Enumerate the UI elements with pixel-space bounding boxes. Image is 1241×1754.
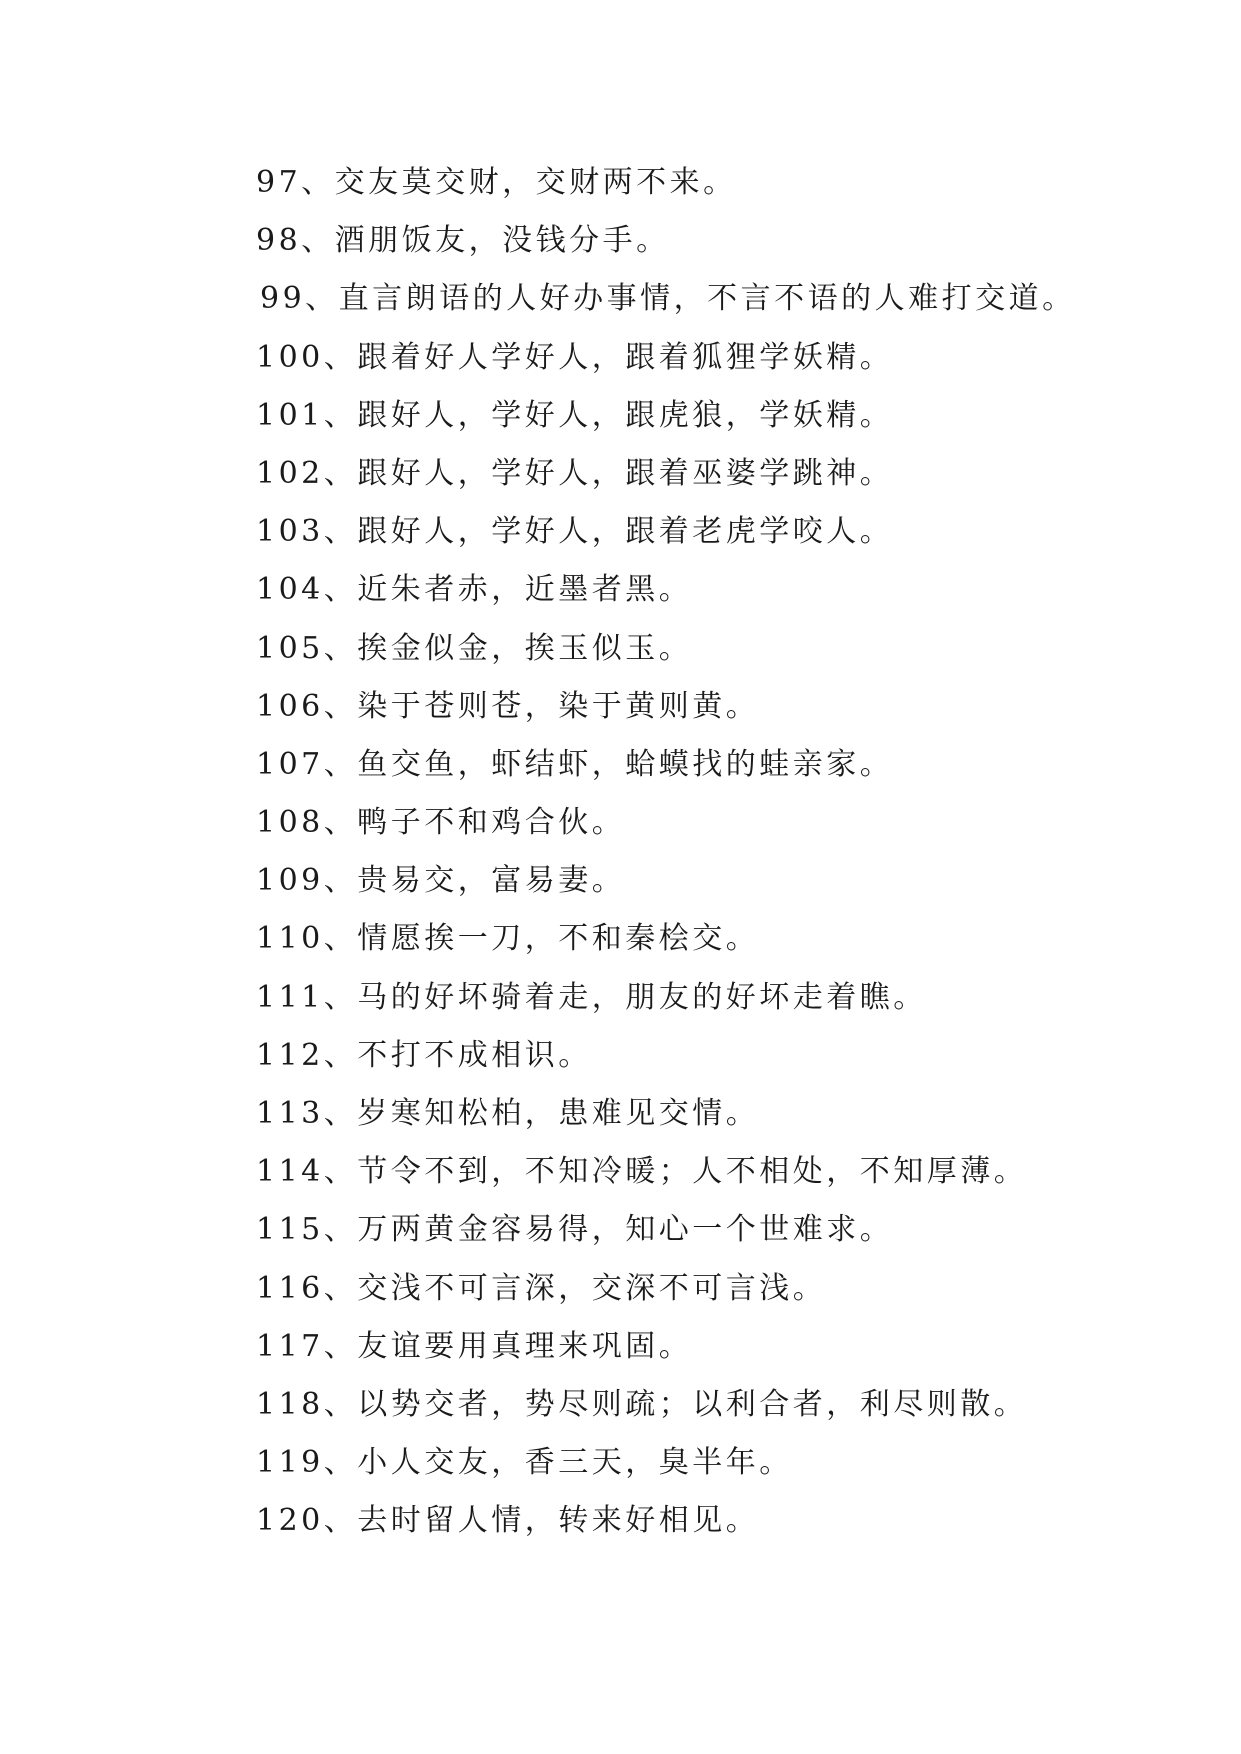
list-item: 118、以势交者，势尽则疏；以利合者，利尽则散。 xyxy=(256,1386,1028,1422)
proverb-list xyxy=(256,162,1076,1559)
list-item: 98、酒朋饭友，没钱分手。 xyxy=(256,223,670,259)
list-item: 105、挨金似金，挨玉似玉。 xyxy=(256,630,693,666)
list-item: 103、跟好人，学好人，跟着老虎学咬人。 xyxy=(256,514,894,550)
list-item: 113、岁寒知松柏，患难见交情。 xyxy=(256,1096,760,1131)
list-item: 104、近朱者赤，近墨者黑。 xyxy=(256,572,693,608)
list-item: 110、情愿挨一刀，不和秦桧交。 xyxy=(256,921,760,957)
list-item: 115、万两黄金容易得，知心一个世难求。 xyxy=(256,1212,894,1248)
list-item: 101、跟好人，学好人，跟虎狼，学妖精。 xyxy=(256,397,894,433)
list-item: 111、马的好坏骑着走，朋友的好坏走着瞧。 xyxy=(256,979,927,1015)
list-item: 119、小人交友，香三天，臭半年。 xyxy=(256,1445,793,1481)
list-item: 108、鸭子不和鸡合伙。 xyxy=(256,805,626,841)
list-item: 116、交浅不可言深，交深不可言浅。 xyxy=(256,1270,827,1306)
list-item: 100、跟着好人学好人，跟着狐狸学妖精。 xyxy=(256,339,894,375)
list-item: 109、贵易交，富易妻。 xyxy=(256,863,626,899)
list-item: 99、直言朗语的人好办事情，不言不语的人难打交道。 xyxy=(260,281,1076,317)
list-item: 106、染于苍则苍，染于黄则黄。 xyxy=(256,688,760,724)
list-item: 117、友谊要用真理来巩固。 xyxy=(256,1328,693,1364)
list-item: 120、去时留人情，转来好相见。 xyxy=(256,1503,760,1539)
list-item: 102、跟好人，学好人，跟着巫婆学跳神。 xyxy=(256,455,894,491)
list-item: 114、节令不到，不知冷暖；人不相处，不知厚薄。 xyxy=(256,1154,1028,1190)
list-item: 107、鱼交鱼，虾结虾，蛤蟆找的蛙亲家。 xyxy=(256,746,894,782)
list-item: 97、交友莫交财，交财两不来。 xyxy=(256,165,737,200)
list-item: 112、不打不成相识。 xyxy=(256,1037,592,1073)
